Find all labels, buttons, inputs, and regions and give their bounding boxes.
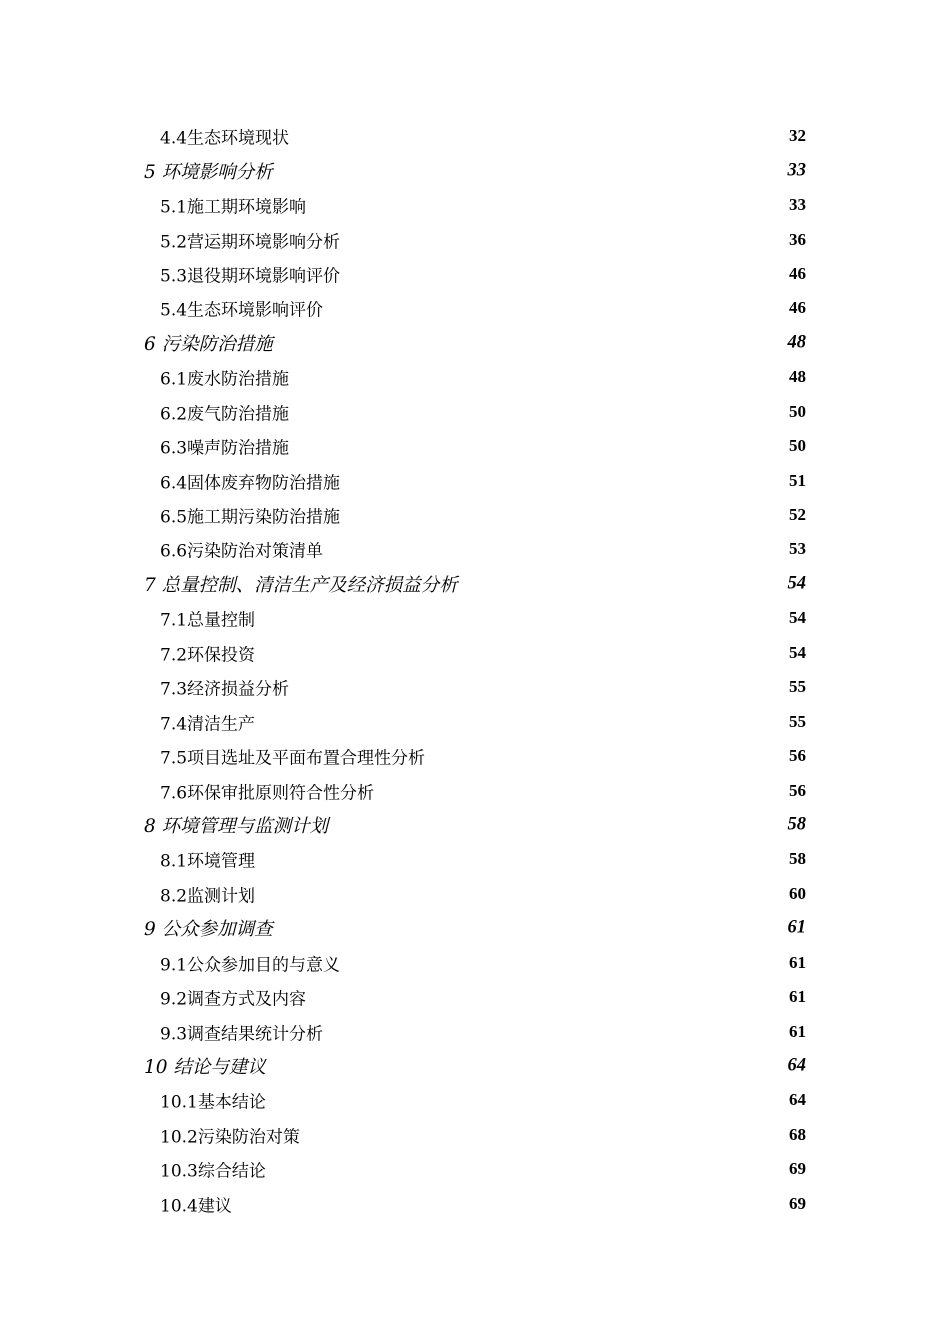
toc-entry-title: 10.1基本结论	[160, 1092, 266, 1113]
toc-entry-title: 8 环境管理与监测计划	[144, 815, 329, 837]
toc-entry-page-number: 60	[789, 883, 806, 903]
toc-chapter-entry[interactable]	[0, 326, 950, 360]
toc-section-entry[interactable]	[0, 1014, 950, 1048]
toc-section-entry[interactable]	[0, 842, 950, 876]
toc-entry-title: 4.4生态环境现状	[160, 128, 290, 149]
toc-section-entry[interactable]	[0, 291, 950, 325]
toc-entry-title: 10.3综合结论	[160, 1161, 266, 1182]
toc-entry-page-number: 56	[789, 780, 806, 800]
toc-section-entry[interactable]	[0, 739, 950, 773]
toc-entry-page-number: 54	[789, 642, 806, 662]
toc-chapter-entry[interactable]	[0, 153, 950, 187]
toc-section-entry[interactable]	[0, 773, 950, 807]
toc-entry-page-number: 64	[787, 1055, 806, 1076]
toc-section-entry[interactable]	[0, 1083, 950, 1117]
toc-entry-title: 6.2废气防治措施	[160, 404, 290, 425]
toc-section-entry[interactable]	[0, 946, 950, 980]
toc-entry-title: 9.2调查方式及内容	[160, 989, 307, 1010]
toc-entry-title: 9 公众参加调查	[144, 919, 273, 941]
toc-section-entry[interactable]	[0, 119, 950, 153]
toc-section-entry[interactable]	[0, 532, 950, 566]
toc-entry-page-number: 54	[789, 608, 806, 628]
toc-entry-title: 6.5施工期污染防治措施	[160, 507, 341, 528]
toc-entry-page-number: 61	[787, 917, 806, 938]
toc-entry-page-number: 33	[789, 195, 806, 215]
toc-entry-title: 7 总量控制、清洁生产及经济损益分析	[144, 574, 458, 596]
toc-entry-page-number: 50	[789, 436, 806, 456]
toc-section-entry[interactable]	[0, 498, 950, 532]
toc-entry-title: 7.2环保投资	[160, 645, 256, 666]
toc-section-entry[interactable]	[0, 463, 950, 497]
toc-entry-title: 9.1公众参加目的与意义	[160, 955, 341, 976]
toc-entry-title: 6.1废水防治措施	[160, 369, 290, 390]
toc-entry-title: 5.3退役期环境影响评价	[160, 266, 341, 287]
toc-section-entry[interactable]	[0, 257, 950, 291]
toc-entry-title: 10.4建议	[160, 1196, 232, 1217]
toc-entry-title: 8.1环境管理	[160, 851, 256, 872]
toc-section-entry[interactable]	[0, 188, 950, 222]
toc-section-entry[interactable]	[0, 395, 950, 429]
toc-entry-page-number: 55	[789, 711, 806, 731]
toc-entry-title: 5.2营运期环境影响分析	[160, 232, 341, 253]
toc-entry-title: 6.4固体废弃物防治措施	[160, 473, 341, 494]
toc-entry-page-number: 68	[789, 1124, 806, 1144]
toc-entry-title: 9.3调查结果统计分析	[160, 1024, 324, 1045]
toc-entry-title: 6 污染防治措施	[144, 333, 273, 355]
toc-entry-page-number: 53	[789, 539, 806, 559]
toc-entry-page-number: 55	[789, 677, 806, 697]
toc-entry-title: 7.6环保审批原则符合性分析	[160, 783, 375, 804]
toc-section-entry[interactable]	[0, 704, 950, 738]
toc-entry-page-number: 46	[789, 263, 806, 283]
toc-entry-page-number: 69	[789, 1159, 806, 1179]
toc-entry-title: 10.2污染防治对策	[160, 1127, 300, 1148]
toc-section-entry[interactable]	[0, 429, 950, 463]
toc-entry-page-number: 69	[789, 1193, 806, 1213]
toc-section-entry[interactable]	[0, 1118, 950, 1152]
toc-entry-title: 6.6污染防治对策清单	[160, 541, 324, 562]
toc-entry-title: 10 结论与建议	[144, 1057, 266, 1079]
toc-entry-page-number: 46	[789, 298, 806, 318]
toc-entry-page-number: 61	[789, 1021, 806, 1041]
toc-entry-title: 5 环境影响分析	[144, 161, 273, 183]
toc-entry-page-number: 33	[787, 160, 806, 181]
toc-entry-page-number: 58	[787, 814, 806, 835]
toc-entry-title: 5.4生态环境影响评价	[160, 300, 324, 321]
toc-entry-page-number: 58	[789, 849, 806, 869]
toc-section-entry[interactable]	[0, 636, 950, 670]
toc-entry-page-number: 52	[789, 505, 806, 525]
toc-entry-title: 7.4清洁生产	[160, 714, 256, 735]
toc-section-entry[interactable]	[0, 1187, 950, 1221]
toc-section-entry[interactable]	[0, 360, 950, 394]
toc-entry-page-number: 32	[789, 126, 806, 146]
table-of-contents	[0, 119, 950, 1221]
toc-chapter-entry[interactable]	[0, 808, 950, 842]
toc-section-entry[interactable]	[0, 670, 950, 704]
toc-section-entry[interactable]	[0, 1152, 950, 1186]
toc-entry-page-number: 61	[789, 987, 806, 1007]
toc-entry-page-number: 51	[789, 470, 806, 490]
toc-chapter-entry[interactable]	[0, 567, 950, 601]
toc-entry-page-number: 48	[787, 332, 806, 353]
toc-entry-page-number: 64	[789, 1090, 806, 1110]
toc-entry-page-number: 50	[789, 401, 806, 421]
toc-chapter-entry[interactable]	[0, 911, 950, 945]
toc-section-entry[interactable]	[0, 601, 950, 635]
toc-entry-title: 7.3经济损益分析	[160, 679, 290, 700]
toc-section-entry[interactable]	[0, 980, 950, 1014]
toc-section-entry[interactable]	[0, 222, 950, 256]
toc-entry-page-number: 56	[789, 746, 806, 766]
toc-chapter-entry[interactable]	[0, 1049, 950, 1083]
toc-entry-title: 6.3噪声防治措施	[160, 438, 290, 459]
toc-entry-title: 7.1总量控制	[160, 610, 256, 631]
toc-entry-page-number: 54	[787, 573, 806, 594]
toc-section-entry[interactable]	[0, 877, 950, 911]
toc-entry-page-number: 61	[789, 952, 806, 972]
toc-entry-title: 5.1施工期环境影响	[160, 197, 307, 218]
toc-entry-title: 7.5项目选址及平面布置合理性分析	[160, 748, 426, 769]
toc-entry-page-number: 48	[789, 367, 806, 387]
toc-entry-page-number: 36	[789, 229, 806, 249]
toc-entry-title: 8.2监测计划	[160, 886, 256, 907]
